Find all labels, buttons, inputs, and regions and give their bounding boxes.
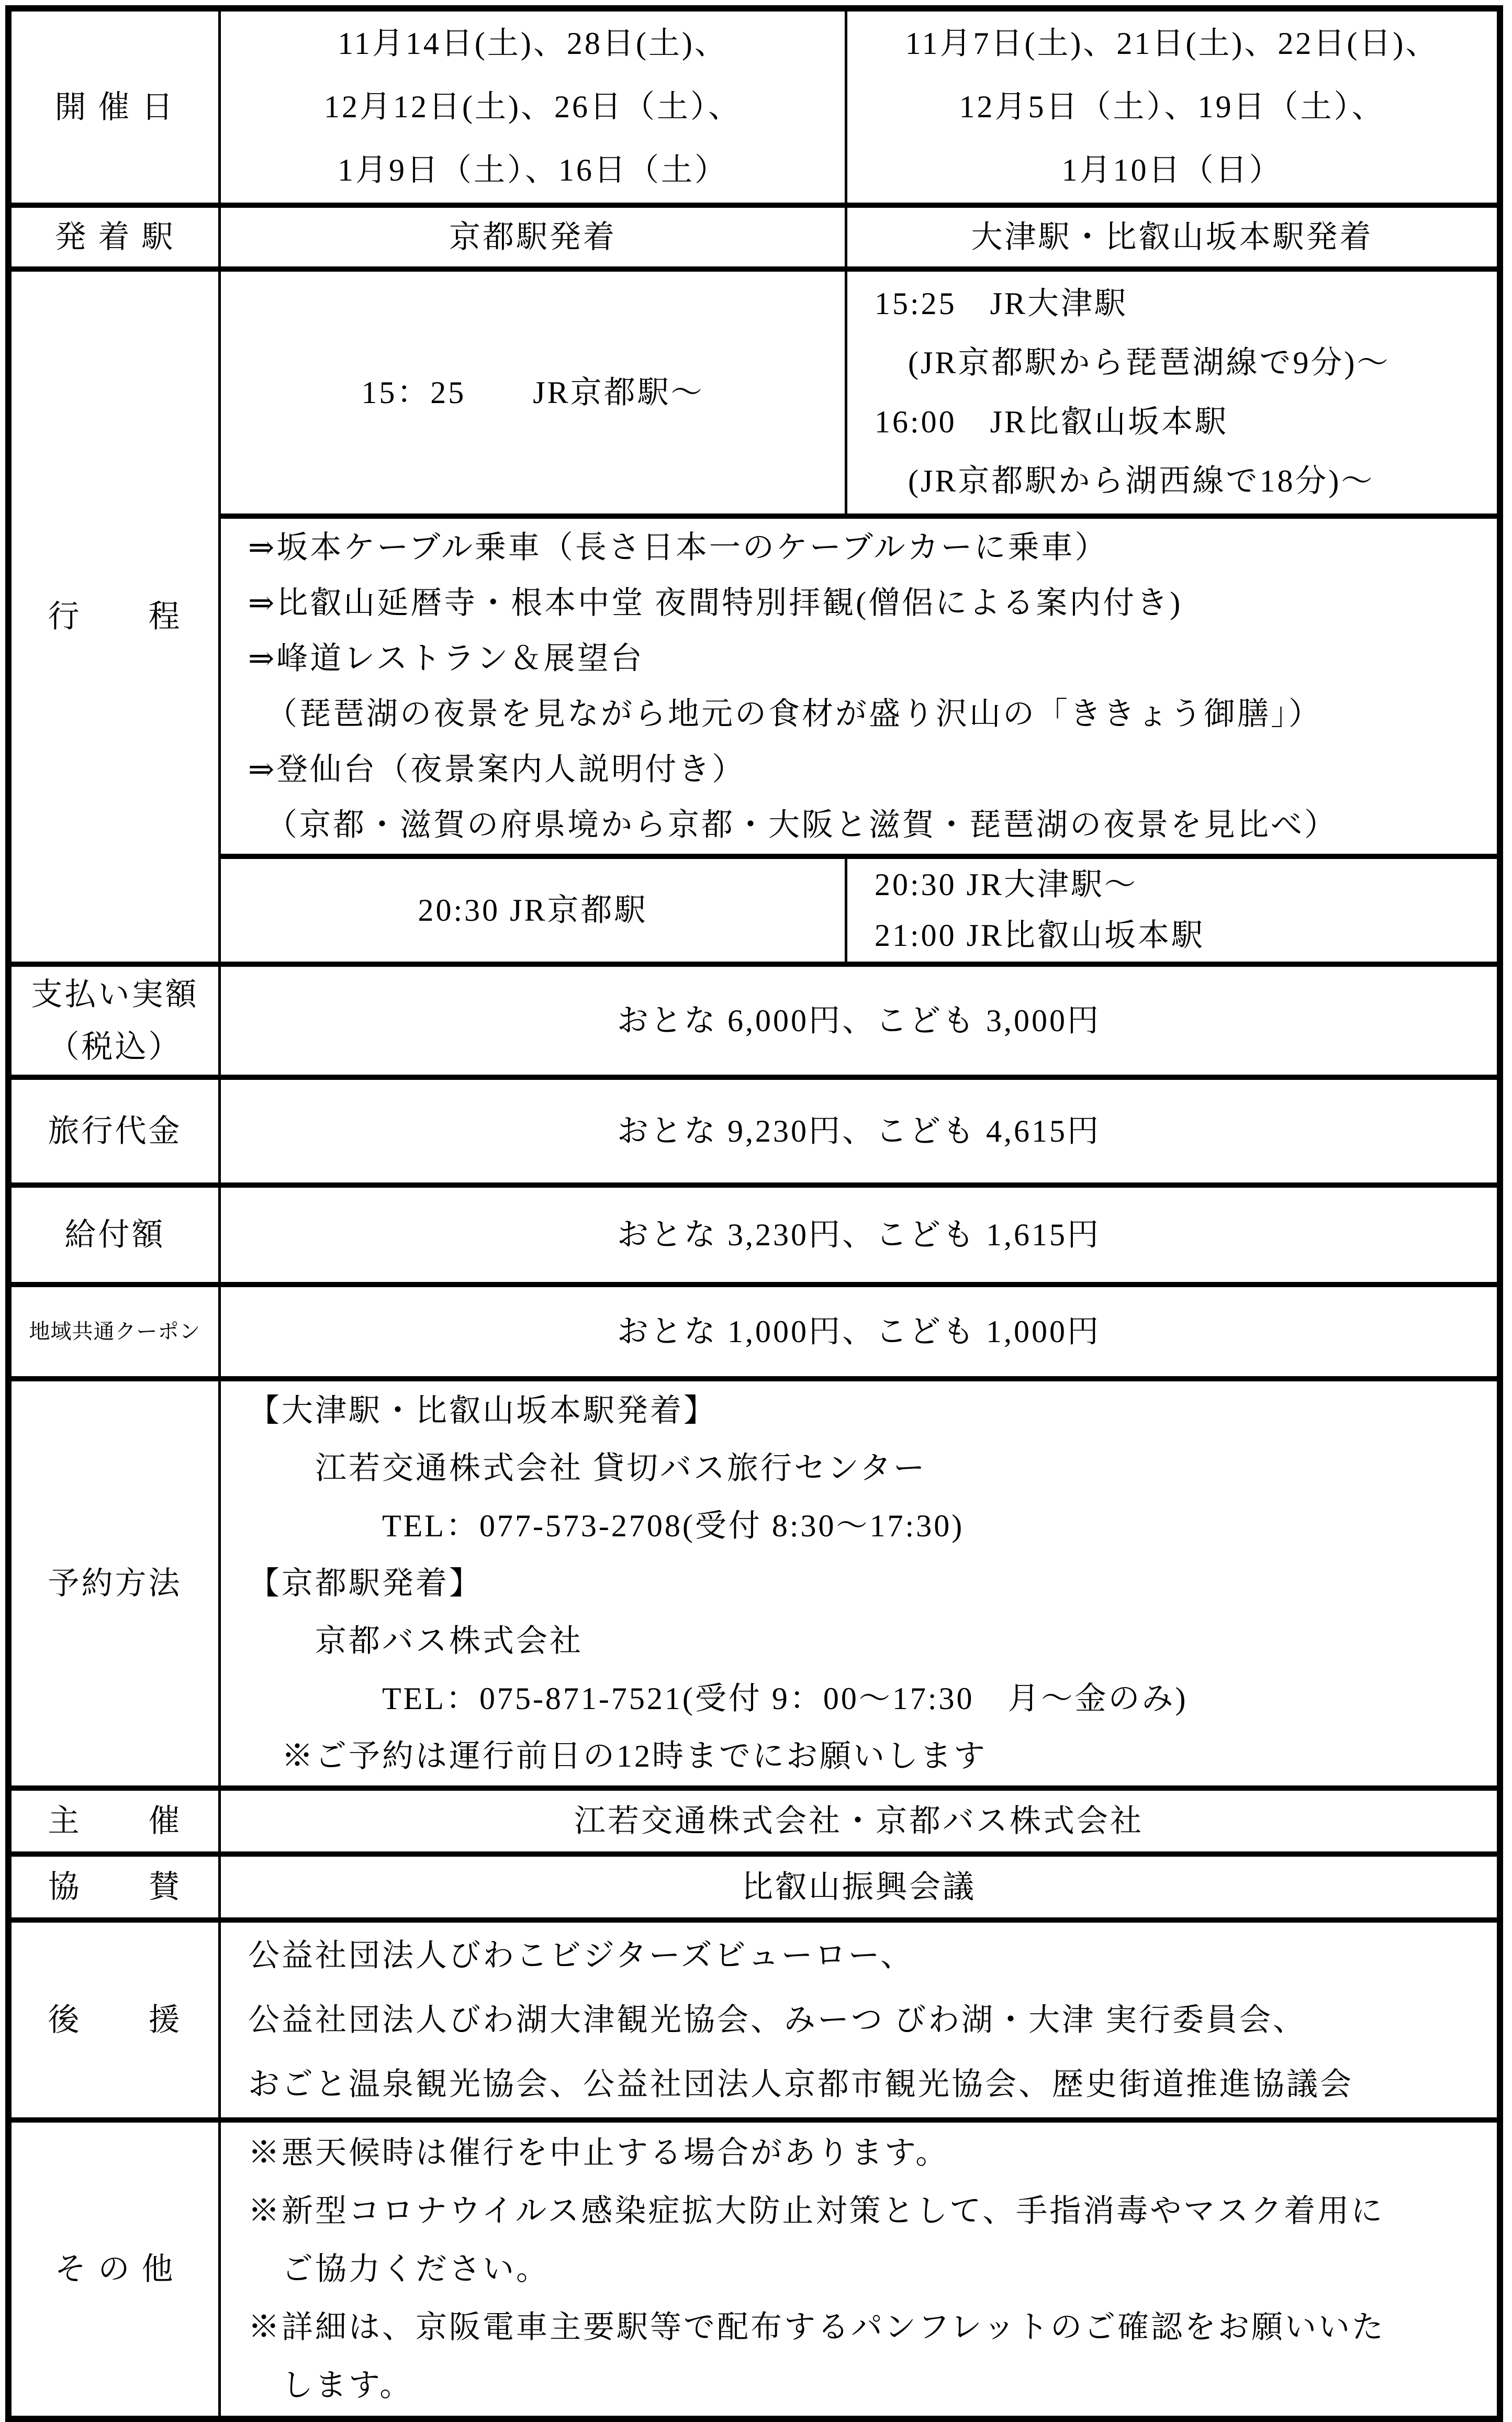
coupon-value-cell bbox=[221, 1287, 1497, 1376]
payment-actual-value-cell bbox=[221, 967, 1497, 1075]
row-stations bbox=[12, 208, 1497, 272]
reservation-line1: 【大津駅・比叡山坂本駅発着】 bbox=[248, 1393, 717, 1428]
other-line3: ご協力ください。 bbox=[248, 2251, 550, 2286]
reservation-line5: 京都バス株式会社 bbox=[248, 1624, 583, 1658]
row-subsidy bbox=[12, 1188, 1497, 1287]
departure-otsu-line2: (JR京都駅から琵琶湖線で9分)～ bbox=[875, 345, 1391, 380]
reservation-line7: ※ご予約は運行前日の12時までにお願いします bbox=[248, 1739, 987, 1773]
trip-price-value-cell bbox=[221, 1080, 1497, 1182]
reservation-line4: 【京都駅発着】 bbox=[248, 1566, 483, 1601]
sponsor-label: 協 賛 bbox=[12, 1857, 221, 1917]
return-otsu-line2: 21:00 JR比叡山坂本駅 bbox=[875, 918, 1205, 953]
row-sponsor bbox=[12, 1857, 1497, 1923]
coupon-value: おとな 1,000円、こども 1,000円 bbox=[617, 1314, 1101, 1349]
other-line5: します。 bbox=[248, 2368, 413, 2403]
stations-otsu-cell bbox=[847, 208, 1497, 266]
row-trip-price bbox=[12, 1080, 1497, 1188]
support-line2: 公益社団法人びわ湖大津観光協会、みーつ びわ湖・大津 実行委員会、 bbox=[248, 2002, 1306, 2037]
event-dates-otsu-line3: 1月10日（日） bbox=[1061, 153, 1283, 187]
event-dates-otsu-line1: 11月7日(土)、21日(土)、22日(日)、 bbox=[905, 26, 1439, 61]
event-dates-label: 開 催 日 bbox=[12, 12, 221, 203]
subsidy-value-cell bbox=[221, 1188, 1497, 1282]
row-other bbox=[12, 2123, 1497, 2416]
course-line1: ⇒坂本ケーブル乗車（長さ日本一のケーブルカーに乗車） bbox=[248, 530, 1108, 565]
return-kyoto-cell bbox=[221, 859, 847, 962]
payment-actual-label-line2: （税込） bbox=[48, 1030, 182, 1064]
row-event-dates bbox=[12, 12, 1497, 208]
coupon-label: 地域共通クーポン bbox=[12, 1287, 221, 1376]
return-otsu-cell bbox=[847, 859, 1497, 962]
reservation-line6: TEL：075-871-7521(受付 9：00～17:30 月～金のみ) bbox=[248, 1681, 1188, 1716]
course-line4: （琵琶湖の夜景を見ながら地元の食材が盛り沢山の「ききょう御膳」） bbox=[248, 697, 1322, 731]
trip-price-value: おとな 9,230円、こども 4,615円 bbox=[617, 1114, 1101, 1148]
support-label: 後 援 bbox=[12, 1923, 221, 2117]
event-dates-otsu-cell bbox=[847, 12, 1497, 203]
departure-otsu-cell bbox=[847, 272, 1497, 514]
support-cell bbox=[221, 1923, 1497, 2117]
itinerary-departure-subrow bbox=[221, 272, 1497, 519]
departure-otsu-line1: 15:25 JR大津駅 bbox=[875, 286, 1128, 321]
sponsor-value: 比叡山振興会議 bbox=[742, 1870, 976, 1904]
support-line1: 公益社団法人びわこビジターズビューロー、 bbox=[248, 1938, 914, 1973]
row-organizer bbox=[12, 1791, 1497, 1857]
return-otsu-line1: 20:30 JR大津駅～ bbox=[875, 867, 1138, 902]
row-coupon bbox=[12, 1287, 1497, 1381]
row-itinerary bbox=[12, 272, 1497, 967]
row-reservation bbox=[12, 1381, 1497, 1791]
itinerary-return-subrow bbox=[221, 859, 1497, 962]
event-dates-otsu-line2: 12月5日（土）、19日（土）、 bbox=[959, 90, 1385, 124]
stations-kyoto-cell bbox=[221, 208, 847, 266]
subsidy-label: 給付額 bbox=[12, 1188, 221, 1282]
departure-kyoto-cell bbox=[221, 272, 847, 514]
trip-price-label: 旅行代金 bbox=[12, 1080, 221, 1182]
event-dates-kyoto-line1: 11月14日(土)、28日(土)、 bbox=[338, 26, 728, 61]
event-dates-kyoto-cell bbox=[221, 12, 847, 203]
event-dates-kyoto-line3: 1月9日（土）、16日（土） bbox=[338, 153, 728, 187]
departure-kyoto-time: 15：25 JR京都駅～ bbox=[361, 375, 704, 410]
support-line3: おごと温泉観光協会、公益社団法人京都市観光協会、歴史街道推進協議会 bbox=[248, 2067, 1353, 2102]
other-line4: ※詳細は、京阪電車主要駅等で配布するパンフレットのご確認をお願いいた bbox=[248, 2309, 1385, 2345]
itinerary-subrows bbox=[221, 272, 1497, 962]
itinerary-label: 行 程 bbox=[12, 272, 221, 962]
departure-otsu-line3: 16:00 JR比叡山坂本駅 bbox=[875, 405, 1229, 439]
course-line2: ⇒比叡山延暦寺・根本中堂 夜間特別拝観(僧侶による案内付き) bbox=[248, 586, 1183, 620]
stations-label: 発 着 駅 bbox=[12, 208, 221, 266]
course-line3: ⇒峰道レストラン＆展望台 bbox=[248, 641, 644, 676]
course-line5: ⇒登仙台（夜景案内人説明付き） bbox=[248, 752, 746, 787]
reservation-label: 予約方法 bbox=[12, 1381, 221, 1785]
payment-actual-label-line1: 支払い実額 bbox=[31, 977, 199, 1012]
departure-otsu-line4: (JR京都駅から湖西線で18分)～ bbox=[875, 464, 1375, 498]
payment-actual-label bbox=[12, 967, 221, 1075]
sponsor-value-cell bbox=[221, 1857, 1497, 1917]
organizer-value-cell bbox=[221, 1791, 1497, 1851]
reservation-cell bbox=[221, 1381, 1497, 1785]
reservation-line2: 江若交通株式会社 貸切バス旅行センター bbox=[248, 1451, 927, 1486]
stations-kyoto-value: 京都駅発着 bbox=[449, 220, 617, 254]
return-kyoto-time: 20:30 JR京都駅 bbox=[418, 893, 648, 928]
tour-info-table bbox=[5, 5, 1503, 2422]
itinerary-course-cell bbox=[221, 519, 1497, 859]
other-cell bbox=[221, 2123, 1497, 2416]
row-support bbox=[12, 1923, 1497, 2123]
other-label: そ の 他 bbox=[12, 2123, 221, 2416]
event-dates-kyoto-line2: 12月12日(土)、26日（土）、 bbox=[324, 90, 742, 124]
organizer-value: 江若交通株式会社・京都バス株式会社 bbox=[574, 1804, 1144, 1838]
reservation-line3: TEL：077-573-2708(受付 8:30～17:30) bbox=[248, 1509, 965, 1543]
row-payment-actual bbox=[12, 967, 1497, 1080]
payment-actual-value: おとな 6,000円、こども 3,000円 bbox=[617, 1003, 1101, 1038]
other-line1: ※悪天候時は催行を中止する場合があります。 bbox=[248, 2135, 949, 2170]
subsidy-value: おとな 3,230円、こども 1,615円 bbox=[617, 1218, 1101, 1252]
stations-otsu-value: 大津駅・比叡山坂本駅発着 bbox=[971, 220, 1373, 254]
course-line6: （京都・滋賀の府県境から京都・大阪と滋賀・琵琶湖の夜景を見比べ） bbox=[248, 808, 1338, 842]
organizer-label: 主 催 bbox=[12, 1791, 221, 1851]
other-line2: ※新型コロナウイルス感染症拡大防止対策として、手指消毒やマスク着用に bbox=[248, 2193, 1385, 2228]
